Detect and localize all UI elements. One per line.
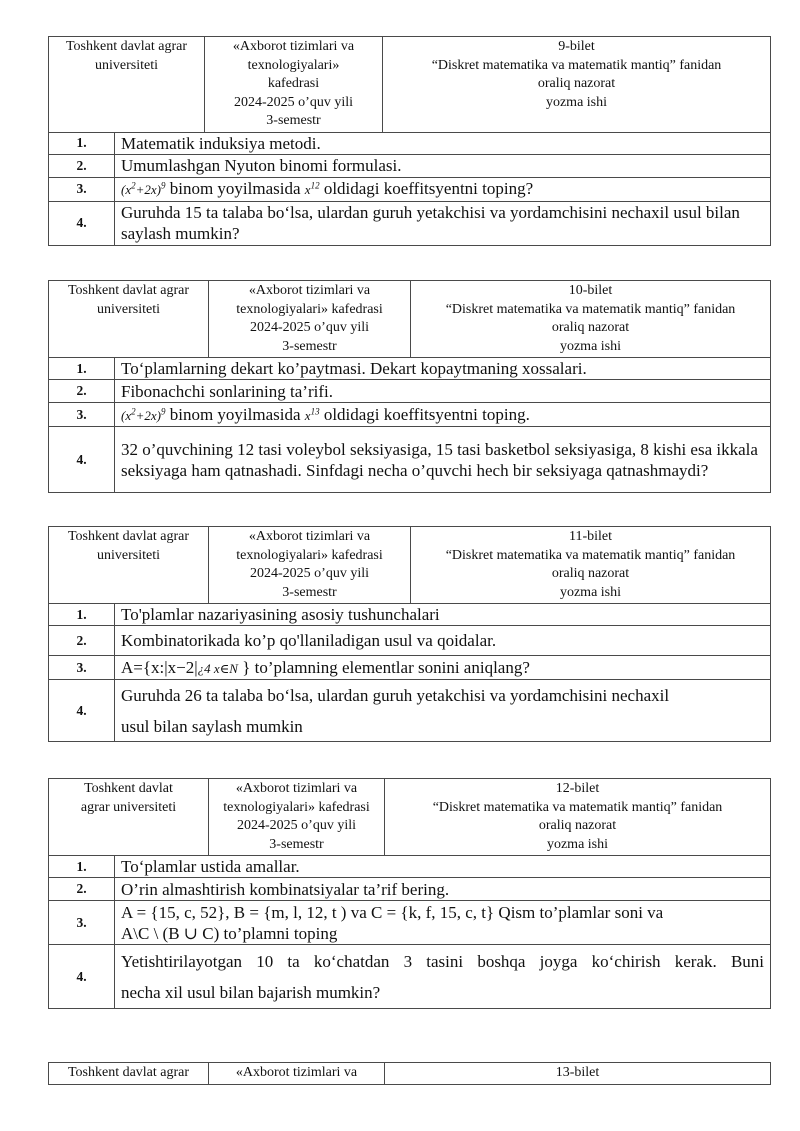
ticket-12 [48, 778, 771, 1009]
university-cell [49, 281, 209, 358]
title-cell [385, 779, 771, 856]
ticket-number: 12-bilet [555, 781, 600, 796]
question-text: Fibonachchi sonlarining ta’rifi. [115, 380, 771, 403]
question-row [49, 177, 771, 201]
question-row [49, 626, 771, 656]
ticket-10 [48, 280, 771, 493]
question-number: 4. [49, 945, 115, 1009]
department-line: «Axborot tizimlari va [232, 39, 355, 54]
question-number: 2. [49, 626, 115, 656]
exam-form: yozma ishi [546, 836, 609, 852]
academic-year: 2024-2025 o’quv yili [237, 818, 356, 833]
department-cell [209, 779, 385, 856]
question-text: Guruhda 15 ta talaba bo‘lsa, ulardan guruh yetakchisi va yordamchisini nechaxil usul bilan saylash mumkin? [115, 201, 771, 245]
question-text: Matematik induksiya metodi. [115, 132, 771, 154]
ticket-number: 10-bilet [568, 283, 613, 298]
question-text: To'plamlar nazariyasining asosiy tushunchalari [115, 604, 771, 626]
university-line: Toshkent davlat agrar [67, 1065, 190, 1080]
question-line: usul bilan saylash mumkin [121, 716, 303, 736]
question-number: 2. [49, 380, 115, 403]
university-line: Toshkent davlat agrar [67, 529, 190, 544]
question-text: Umumlashgan Nyuton binomi formulasi. [115, 154, 771, 177]
math-expression: $(x^2+2x)^9$ [121, 180, 166, 197]
exam-type: oraliq nazorat [538, 818, 617, 833]
ticket-number: 9-bilet [558, 39, 595, 54]
question-text: Kombinatorikada ko’p qo'llaniladigan usul va qoidalar. [115, 626, 771, 656]
department-cell [205, 37, 383, 133]
exam-form: yozma ishi [559, 338, 622, 354]
question-row [49, 403, 771, 427]
exam-form: yozma ishi [559, 584, 622, 600]
university-line: agrar universiteti [80, 799, 177, 815]
academic-year: 2024-2025 o’quv yili [250, 320, 369, 335]
set-condition: ¿4 x∈N [197, 660, 238, 676]
department-line: «Axborot tizimlari va [248, 529, 371, 544]
ticket-11 [48, 526, 771, 742]
question-row [49, 604, 771, 626]
question-number: 1. [49, 604, 115, 626]
question-number: 4. [49, 680, 115, 742]
university-line: universiteti [97, 301, 160, 317]
semester: 3-semestr [282, 338, 337, 354]
university-line: universiteti [95, 57, 158, 73]
question-text [115, 680, 771, 742]
university-cell [49, 779, 209, 856]
math-variable: $x^{12}$ [304, 180, 320, 197]
question-number: 3. [49, 656, 115, 680]
question-line: Yetishtirilayotgan 10 ta ko‘chatdan 3 tasini boshqa joyga ko‘chirish kerak. Buni [121, 951, 764, 971]
semester: 3-semestr [269, 836, 324, 852]
question-text: To‘plamlarning dekart ko’paytmasi. Dekart kopaytmaning xossalari. [115, 358, 771, 380]
question-number: 2. [49, 154, 115, 177]
subject-name: “Diskret matematika va matematik mantiq” fanidan [432, 799, 723, 815]
exam-type: oraliq nazorat [551, 320, 630, 335]
university-cell [49, 37, 205, 133]
exam-type: oraliq nazorat [537, 76, 616, 91]
department-line: texnologiyalari» kafedrasi [236, 301, 383, 317]
ticket-number: 13-bilet [555, 1065, 600, 1080]
question-line: A\C \ (B ∪ C) to’plamni toping [121, 923, 338, 943]
university-line: Toshkent davlat agrar [65, 39, 188, 54]
question-row [49, 856, 771, 878]
question-number: 2. [49, 878, 115, 901]
academic-year: 2024-2025 o’quv yili [234, 94, 353, 110]
set-definition: A={x:|x−2| [121, 657, 198, 677]
question-number: 1. [49, 132, 115, 154]
semester: 3-semestr [282, 584, 337, 600]
university-line: Toshkent davlat agrar [67, 283, 190, 298]
university-cell [49, 1063, 209, 1085]
question-number: 3. [49, 403, 115, 427]
department-cell [209, 527, 411, 604]
question-row [49, 358, 771, 380]
question-number: 3. [49, 901, 115, 945]
question-number: 3. [49, 177, 115, 201]
question-line: Guruhda 26 ta talaba bo‘lsa, ulardan guruh yetakchisi va yordamchisini nechaxil [121, 685, 670, 705]
ticket-13 [48, 1062, 771, 1085]
academic-year: 2024-2025 o’quv yili [250, 566, 369, 581]
department-line: kafedrasi [267, 76, 320, 91]
subject-name: “Diskret matematika va matematik mantiq” fanidan [445, 301, 736, 317]
department-line: «Axborot tizimlari va [248, 283, 371, 298]
question-number: 4. [49, 201, 115, 245]
subject-name: “Diskret matematika va matematik mantiq” fanidan [431, 57, 722, 73]
question-text: O’rin almashtirish kombinatsiyalar ta’rif bering. [115, 878, 771, 901]
university-cell [49, 527, 209, 604]
university-line: universiteti [97, 547, 160, 563]
question-line: necha xil usul bilan bajarish mumkin? [121, 982, 381, 1002]
math-variable: $x^{13}$ [304, 406, 320, 423]
question-text: $(x^2+2x)^9$ binom yoyilmasida $x^{13}$ oldidagi koeffitsyentni toping. [115, 403, 771, 427]
department-line: texnologiyalari» kafedrasi [236, 547, 383, 563]
question-number: 1. [49, 856, 115, 878]
subject-name: “Diskret matematika va matematik mantiq” fanidan [445, 547, 736, 563]
question-row [49, 427, 771, 493]
department-line: texnologiyalari» [247, 57, 340, 73]
title-cell [411, 281, 771, 358]
question-row [49, 201, 771, 245]
question-text [115, 901, 771, 945]
question-row [49, 132, 771, 154]
question-row [49, 656, 771, 680]
exam-type: oraliq nazorat [551, 566, 630, 581]
question-number: 4. [49, 427, 115, 493]
question-line: A = {15, c, 52}, B = {m, l, 12, t ) va C = {k, f, 15, c, t} Qism to’plamlar soni va [121, 902, 664, 922]
math-expression: $(x^2+2x)^9$ [121, 406, 166, 423]
title-cell [411, 527, 771, 604]
semester: 3-semestr [266, 113, 321, 128]
question-number: 1. [49, 358, 115, 380]
question-text [115, 945, 771, 1009]
question-row [49, 901, 771, 945]
question-text: A={x:|x−2|¿4 x∈N } to’plamning elementlar sonini aniqlang? [115, 656, 771, 680]
question-row [49, 945, 771, 1009]
question-row [49, 380, 771, 403]
question-row [49, 154, 771, 177]
department-line: «Axborot tizimlari va [235, 1065, 358, 1080]
ticket-9 [48, 36, 771, 246]
exam-form: yozma ishi [545, 94, 608, 110]
title-cell [383, 37, 771, 133]
department-line: texnologiyalari» kafedrasi [223, 799, 370, 815]
question-text: $(x^2+2x)^9$ binom yoyilmasida $x^{12}$ oldidagi koeffitsyentni toping? [115, 177, 771, 201]
question-text: To‘plamlar ustida amallar. [115, 856, 771, 878]
university-line: Toshkent davlat [84, 781, 173, 796]
department-cell [209, 281, 411, 358]
question-row [49, 878, 771, 901]
question-row [49, 680, 771, 742]
department-cell [209, 1063, 385, 1085]
question-text: 32 o’quvchining 12 tasi voleybol seksiyasiga, 15 tasi basketbol seksiyasiga, 8 kishi esa ikkala seksiyaga ham qatnashadi. Sinfdagi necha o’quvchi hech bir seksiyaga qatnashmaydi? [115, 427, 771, 493]
department-line: «Axborot tizimlari va [235, 781, 358, 796]
ticket-number: 11-bilet [568, 529, 613, 544]
title-cell [385, 1063, 771, 1085]
